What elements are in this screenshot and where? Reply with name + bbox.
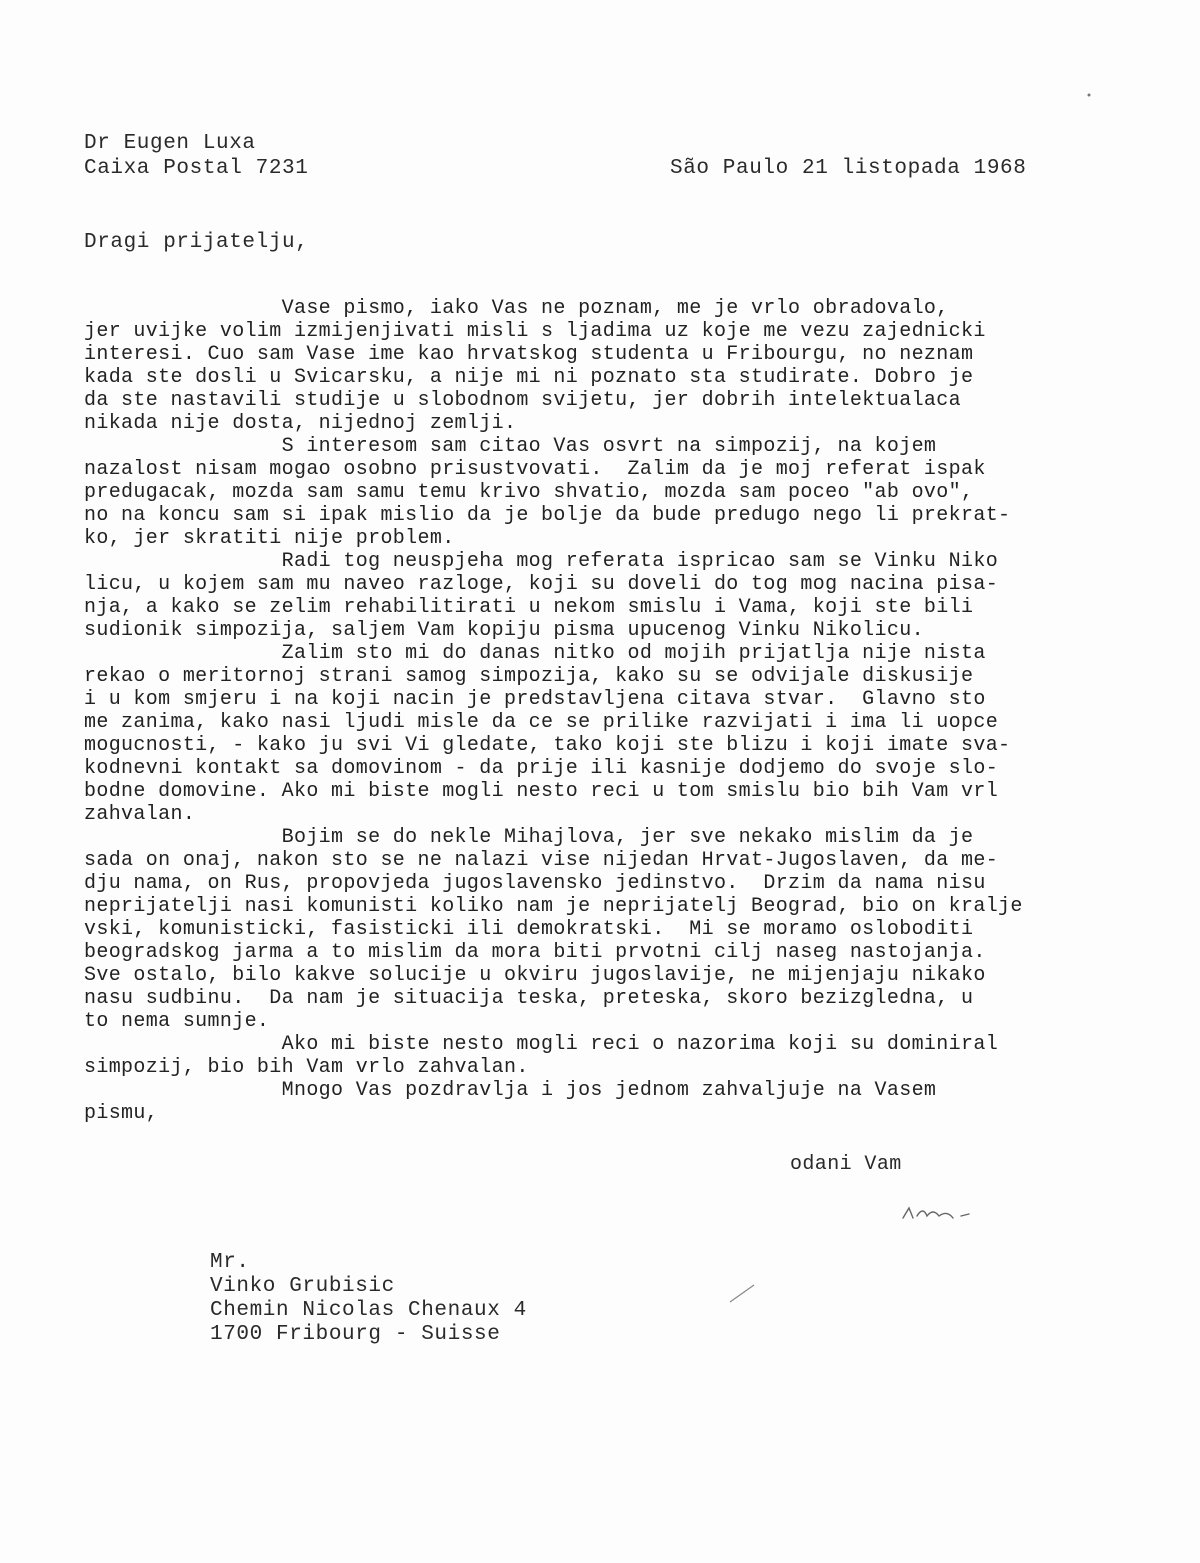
body-line: S interesom sam citao Vas osvrt na simpozij, na kojem: [84, 435, 937, 458]
body-line: jer uvijke volim izmijenjivati misli s ljadima uz koje me vezu zajednicki: [84, 320, 986, 343]
body-line: Zalim sto mi do danas nitko od mojih prijatlja nije nista: [84, 642, 986, 665]
body-line: kada ste dosli u Svicarsku, a nije mi ni poznato sta studirate. Dobro je: [84, 366, 974, 389]
salutation: Dragi prijatelju,: [84, 231, 309, 254]
body-line: rekao o meritornoj strani samog simpozija, kako su se odvijale diskusije: [84, 665, 974, 688]
body-line: Mnogo Vas pozdravlja i jos jednom zahvaljuje na Vasem: [84, 1079, 937, 1102]
body-line: da ste nastavili studije u slobodnom svijetu, jer dobrih intelektualaca: [84, 389, 961, 412]
sender-postbox: Caixa Postal 7231: [84, 157, 309, 180]
body-line: interesi. Cuo sam Vase ime kao hrvatskog studenta u Fribourgu, no neznam: [84, 343, 974, 366]
body-line: nja, a kako se zelim rehabilitirati u nekom smislu i Vama, koji ste bili: [84, 596, 974, 619]
body-line: Ako mi biste nesto mogli reci o nazorima koji su dominiral: [84, 1033, 999, 1056]
handwritten-signature: [895, 1196, 995, 1226]
letter-body: [84, 297, 1144, 1125]
body-line: simpozij, bio bih Vam vrlo zahvalan.: [84, 1056, 529, 1079]
body-line: neprijatelji nasi komunisti koliko nam je neprijatelj Beograd, bio on kralje: [84, 895, 1023, 918]
body-line: licu, u kojem sam mu naveo razloge, koji su doveli do tog mog nacina pisa-: [84, 573, 999, 596]
body-line: vski, komunisticki, fasisticki ili demokratski. Mi se moramo osloboditi: [84, 918, 974, 941]
body-line: Bojim se do nekle Mihajlova, jer sve nekako mislim da je: [84, 826, 974, 849]
sender-name: Dr Eugen Luxa: [84, 132, 256, 155]
place-date: São Paulo 21 listopada 1968: [670, 157, 1027, 180]
body-line: nikada nije dosta, nijednoj zemlji.: [84, 412, 517, 435]
body-line: kodnevni kontakt sa domovinom - da prije ili kasnije dodjemo do svoje slo-: [84, 757, 999, 780]
body-line: zahvalan.: [84, 803, 196, 826]
body-line: pismu,: [84, 1102, 159, 1125]
pen-mark: [728, 1282, 758, 1304]
body-line: nasu sudbinu. Da nam je situacija teska, preteska, skoro bezizgledna, u: [84, 987, 974, 1010]
body-line: mogucnosti, - kako ju svi Vi gledate, tako koji ste blizu i koji imate sva-: [84, 734, 1011, 757]
body-line: sudionik simpozija, saljem Vam kopiju pisma upucenog Vinku Nikolicu.: [84, 619, 924, 642]
margin-dot: [1086, 92, 1092, 98]
body-line: sada on onaj, nakon sto se ne nalazi vise nijedan Hrvat-Jugoslaven, da me-: [84, 849, 999, 872]
closing: odani Vam: [790, 1153, 902, 1176]
body-line: Vase pismo, iako Vas ne poznam, me je vrlo obradovalo,: [84, 297, 949, 320]
body-line: nazalost nisam mogao osobno prisustvovati. Zalim da je moj referat ispak: [84, 458, 986, 481]
body-line: to nema sumnje.: [84, 1010, 270, 1033]
body-line: ko, jer skratiti nije problem.: [84, 527, 455, 550]
body-line: no na koncu sam si ipak mislio da je bolje da bude predugo nego li prekrat-: [84, 504, 1011, 527]
body-line: bodne domovine. Ako mi biste mogli nesto reci u tom smislu bio bih Vam vrl: [84, 780, 999, 803]
sender-address: [84, 131, 308, 181]
body-line: Sve ostalo, bilo kakve solucije u okviru jugoslavije, ne mijenjaju nikako: [84, 964, 986, 987]
body-line: dju nama, on Rus, propovjeda jugoslavensko jedinstvo. Drzim da nama nisu: [84, 872, 986, 895]
body-line: beogradskog jarma a to mislim da mora biti prvotni cilj naseg nastojanja.: [84, 941, 986, 964]
recipient-city: 1700 Fribourg - Suisse: [210, 1323, 501, 1346]
body-line: Radi tog neuspjeha mog referata ispricao sam se Vinku Niko: [84, 550, 999, 573]
body-line: predugacak, mozda sam samu temu krivo shvatio, mozda sam poceo "ab ovo",: [84, 481, 974, 504]
recipient-address: [210, 1251, 527, 1347]
body-line: me zanima, kako nasi ljudi misle da ce se prilike razvijati i ima li uopce: [84, 711, 999, 734]
recipient-name: Vinko Grubisic: [210, 1275, 395, 1298]
recipient-street: Chemin Nicolas Chenaux 4: [210, 1299, 527, 1322]
body-line: i u kom smjeru i na koji nacin je predstavljena citava stvar. Glavno sto: [84, 688, 986, 711]
recipient-title: Mr.: [210, 1251, 250, 1274]
